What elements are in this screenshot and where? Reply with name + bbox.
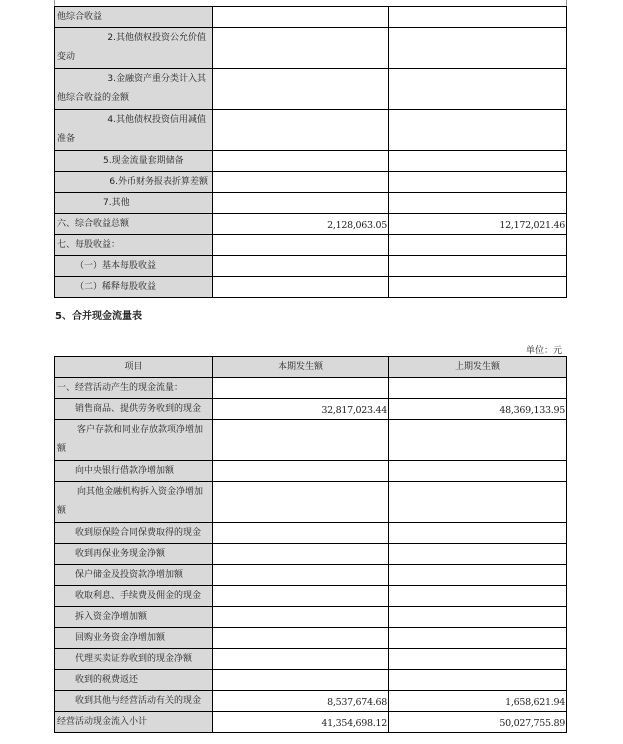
previous-value: 1,658,621.94 <box>389 691 567 712</box>
current-value <box>213 110 389 151</box>
row-label: 回购业务资金净增加额 <box>55 628 213 649</box>
row-label: 向中央银行借款净增加额 <box>55 461 213 482</box>
previous-value <box>389 151 567 172</box>
row-label: 3.金融资产重分类计入其 他综合收益的金额 <box>55 69 213 110</box>
current-value <box>213 565 389 586</box>
current-value <box>213 172 389 193</box>
row-label: 经营活动现金流入小计 <box>55 712 213 733</box>
comprehensive-income-table <box>54 6 567 298</box>
row-label: 2.其他债权投资公允价值 变动 <box>55 28 213 69</box>
previous-value: 12,172,021.46 <box>389 214 567 235</box>
current-value <box>213 277 389 298</box>
table-row <box>55 607 567 628</box>
row-label: 一、经营活动产生的现金流量： <box>55 378 213 399</box>
table-row <box>55 151 567 172</box>
previous-value <box>389 628 567 649</box>
table-row <box>55 523 567 544</box>
row-label: 7.其他 <box>55 193 213 214</box>
current-value <box>213 151 389 172</box>
row-label: 收到的税费返还 <box>55 670 213 691</box>
previous-value <box>389 110 567 151</box>
previous-value <box>389 420 567 461</box>
table-row <box>55 214 567 235</box>
row-label: 收取利息、手续费及佣金的现金 <box>55 586 213 607</box>
current-value: 8,537,674.68 <box>213 691 389 712</box>
row-label: 6.外币财务报表折算差额 <box>55 172 213 193</box>
table-row <box>55 69 567 110</box>
header-item: 项目 <box>55 357 213 378</box>
table-row <box>55 565 567 586</box>
table-row <box>55 586 567 607</box>
previous-value <box>389 7 567 28</box>
table-row <box>55 712 567 733</box>
current-value <box>213 628 389 649</box>
crop-mark-left <box>40 0 55 10</box>
current-value <box>213 607 389 628</box>
previous-value <box>389 461 567 482</box>
table-row <box>55 378 567 399</box>
current-value <box>213 28 389 69</box>
table-row <box>55 172 567 193</box>
table-row <box>55 277 567 298</box>
row-label: 收到再保业务现金净额 <box>55 544 213 565</box>
table-row <box>55 399 567 420</box>
table-row <box>55 28 567 69</box>
previous-value <box>389 69 567 110</box>
current-value <box>213 256 389 277</box>
header-previous: 上期发生额 <box>389 357 567 378</box>
row-label: 客户存款和同业存放款项净增加 额 <box>55 420 213 461</box>
row-label: （一）基本每股收益 <box>55 256 213 277</box>
row-label: 向其他金融机构拆入资金净增加 额 <box>55 482 213 523</box>
row-label: 保户储金及投资款净增加额 <box>55 565 213 586</box>
table-row <box>55 461 567 482</box>
row-label: 七、每股收益： <box>55 235 213 256</box>
header-row <box>55 357 567 378</box>
header-current: 本期发生额 <box>213 357 389 378</box>
table-row <box>55 110 567 151</box>
current-value <box>213 544 389 565</box>
previous-value <box>389 172 567 193</box>
previous-value <box>389 607 567 628</box>
previous-value <box>389 670 567 691</box>
table-row <box>55 628 567 649</box>
previous-value <box>389 649 567 670</box>
previous-value <box>389 193 567 214</box>
current-value <box>213 69 389 110</box>
previous-value <box>389 565 567 586</box>
table-row <box>55 649 567 670</box>
row-label: 4.其他债权投资信用减值 准备 <box>55 110 213 151</box>
current-value <box>213 193 389 214</box>
current-value <box>213 235 389 256</box>
current-value <box>213 7 389 28</box>
previous-value <box>389 544 567 565</box>
previous-value <box>389 28 567 69</box>
row-label: （二）稀释每股收益 <box>55 277 213 298</box>
row-label: 六、综合收益总额 <box>55 214 213 235</box>
row-label: 拆入资金净增加额 <box>55 607 213 628</box>
unit-label: 单位：元 <box>526 346 563 356</box>
current-value: 41,354,698.12 <box>213 712 389 733</box>
current-value <box>213 420 389 461</box>
current-value: 32,817,023.44 <box>213 399 389 420</box>
previous-value <box>389 482 567 523</box>
row-label: 代理买卖证券收到的现金净额 <box>55 649 213 670</box>
table-row <box>55 420 567 461</box>
previous-value: 48,369,133.95 <box>389 399 567 420</box>
previous-value <box>389 277 567 298</box>
table-row <box>55 691 567 712</box>
current-value <box>213 649 389 670</box>
row-label: 销售商品、提供劳务收到的现金 <box>55 399 213 420</box>
current-value <box>213 461 389 482</box>
row-label: 他综合收益 <box>55 7 213 28</box>
table-row <box>55 544 567 565</box>
previous-value <box>389 378 567 399</box>
table-row <box>55 670 567 691</box>
row-label: 收到原保险合同保费取得的现金 <box>55 523 213 544</box>
table-row <box>55 193 567 214</box>
table-row <box>55 256 567 277</box>
current-value <box>213 378 389 399</box>
table-row <box>55 235 567 256</box>
previous-value <box>389 586 567 607</box>
current-value <box>213 482 389 523</box>
cash-flow-table <box>54 356 567 733</box>
current-value <box>213 586 389 607</box>
previous-value: 50,027,755.89 <box>389 712 567 733</box>
previous-value <box>389 235 567 256</box>
row-label: 收到其他与经营活动有关的现金 <box>55 691 213 712</box>
crop-mark-right <box>566 0 581 10</box>
row-label: 5.现金流量套期储备 <box>55 151 213 172</box>
previous-value <box>389 256 567 277</box>
current-value <box>213 523 389 544</box>
previous-value <box>389 523 567 544</box>
current-value: 2,128,063.05 <box>213 214 389 235</box>
current-value <box>213 670 389 691</box>
table-row <box>55 482 567 523</box>
section-title: 5、合并现金流量表 <box>55 311 142 322</box>
table-row <box>55 7 567 28</box>
